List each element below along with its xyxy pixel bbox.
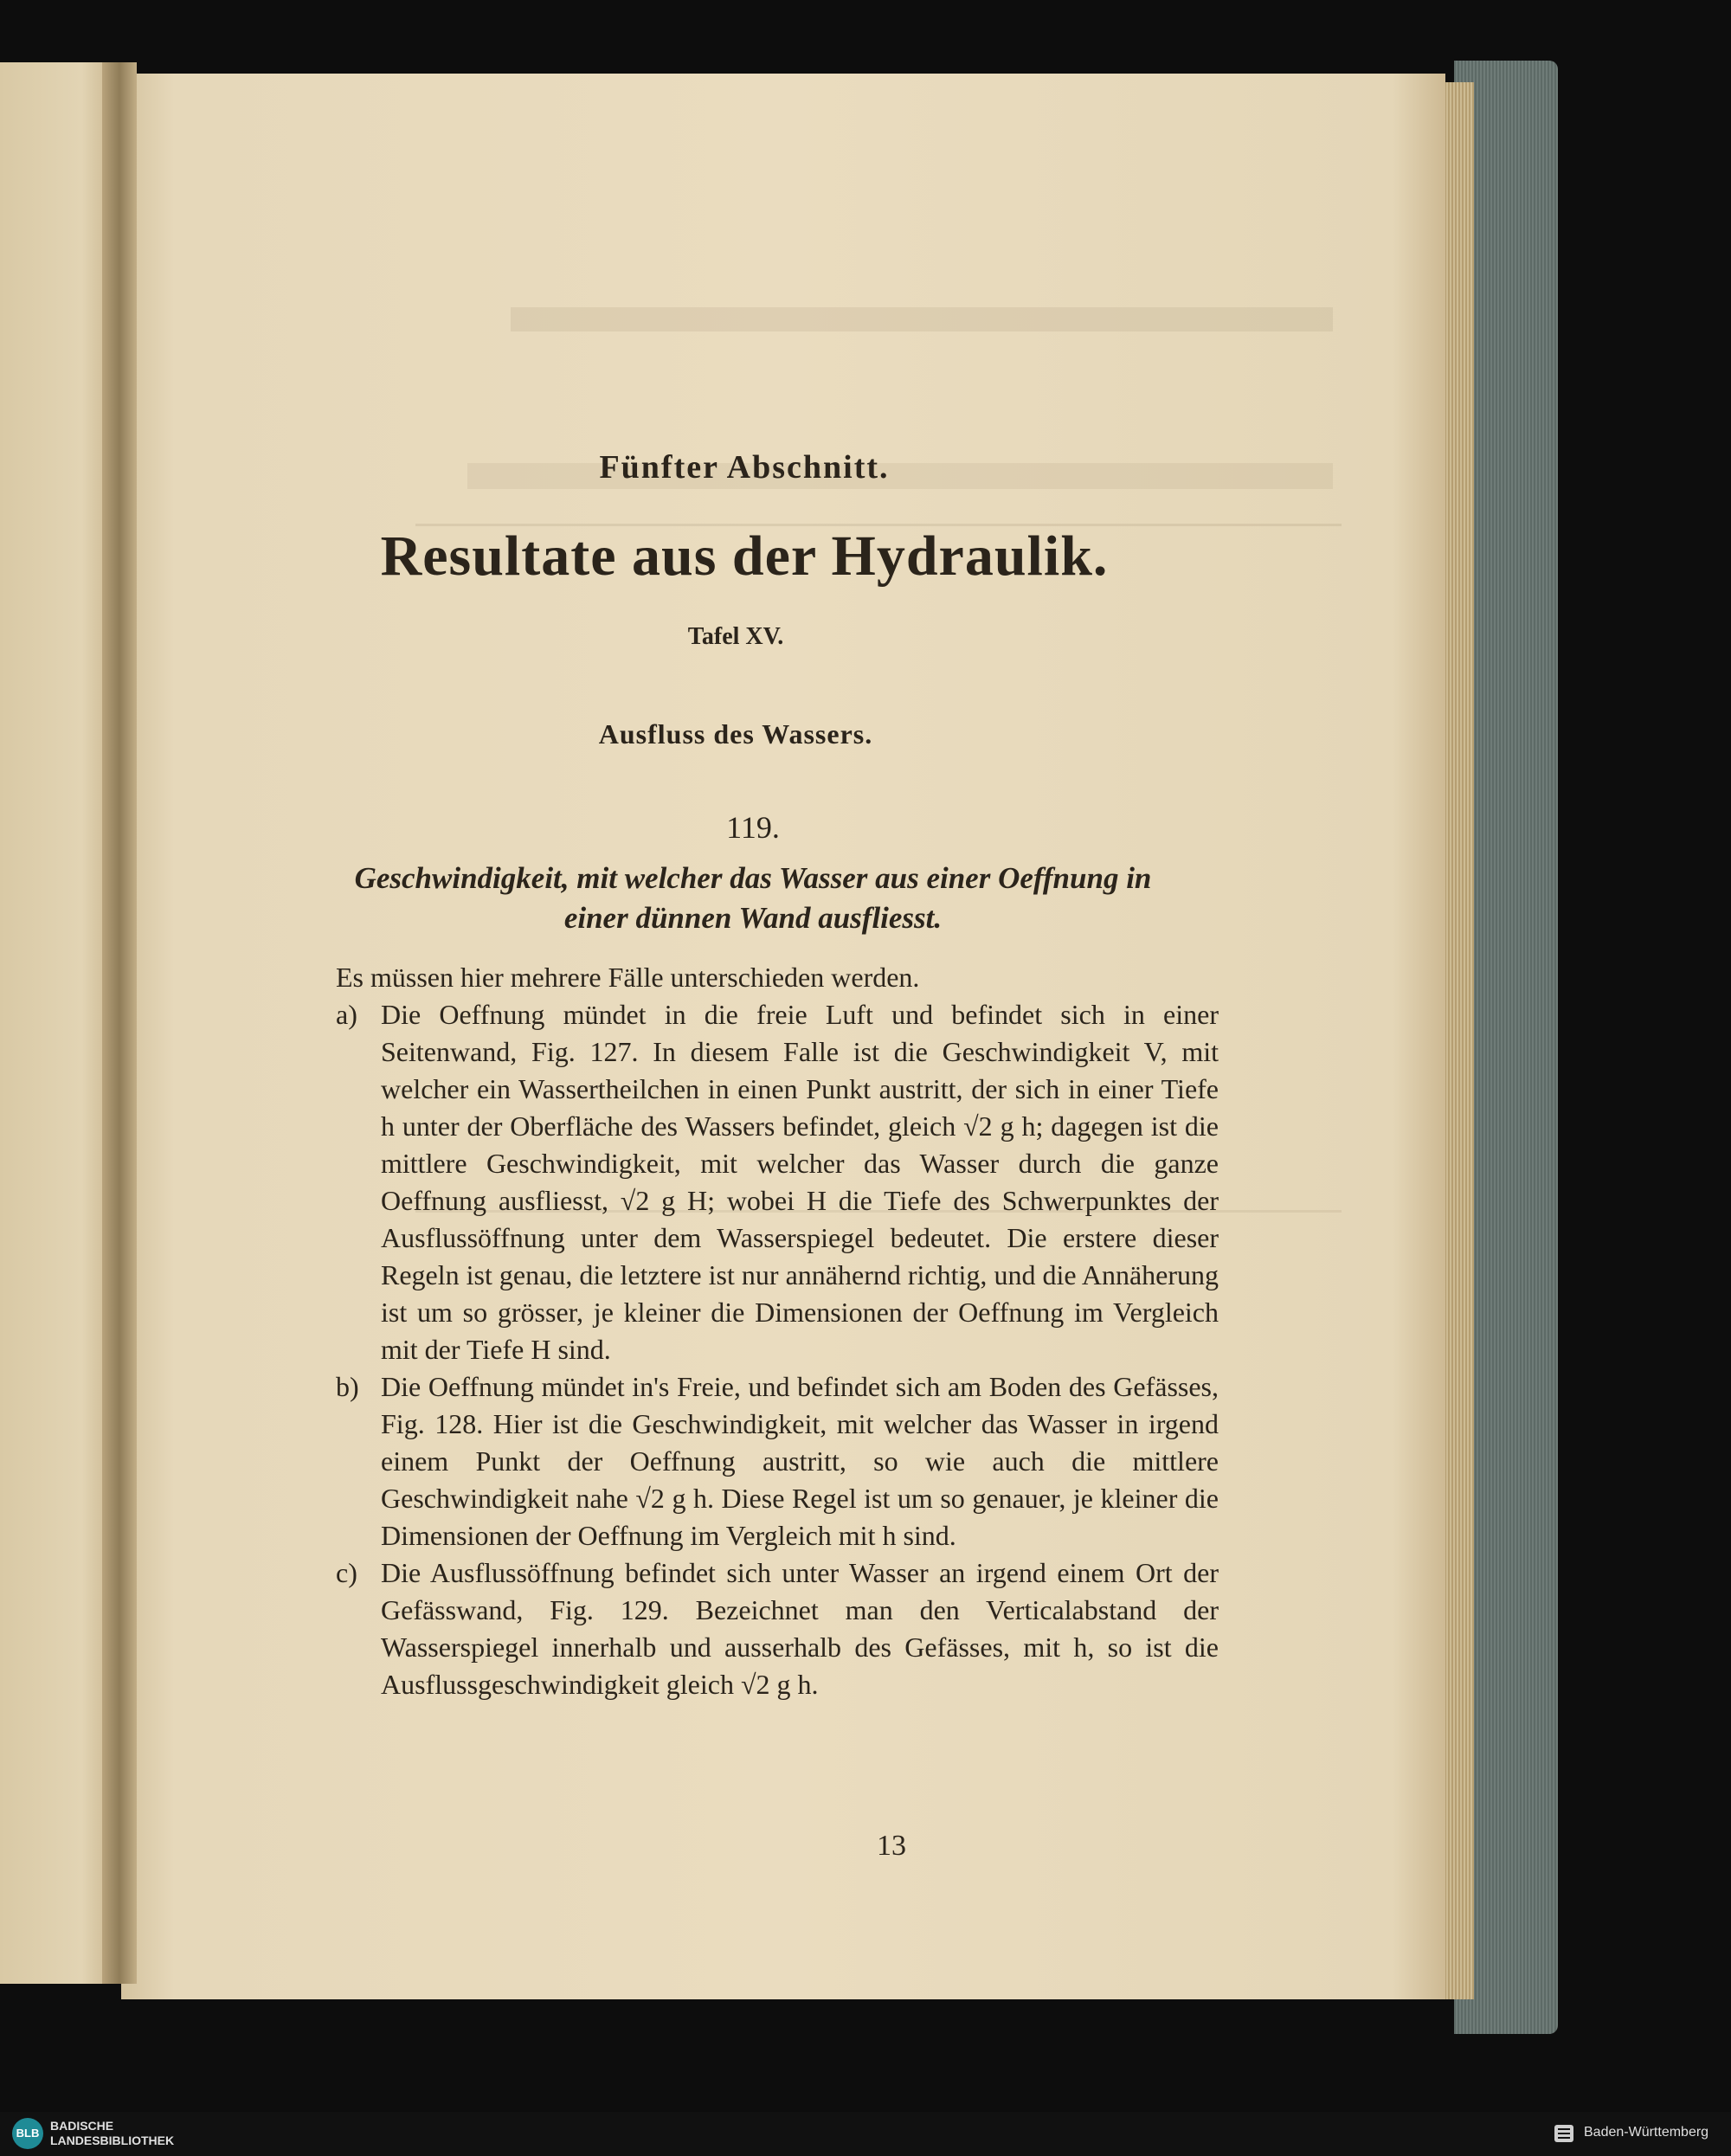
blb-logo-icon: BLB <box>12 2118 43 2149</box>
show-through-line <box>511 307 1333 331</box>
paragraph-number: 119. <box>726 810 780 845</box>
item-label: a) <box>336 999 357 1030</box>
gutter <box>102 62 137 1984</box>
library-name-line: BADISCHE <box>50 2119 114 2133</box>
paragraph-heading <box>286 859 1220 938</box>
state-name: Baden-Württemberg <box>1584 2125 1709 2140</box>
heading-line: Geschwindigkeit, mit welcher das Wasser aus einer Oeffnung in <box>354 861 1152 895</box>
viewer-footer <box>0 2112 1731 2156</box>
list-item <box>336 1368 1219 1554</box>
item-text: Die Ausflussöffnung befindet sich unter Wasser an irgend einem Ort der Gefässwand, Fig. 129. Bezeichnet man den Verticalabstand der Wasserspiegel innerhalb und ausserhalb des Gefässes, mit h, so ist die Ausflussgeschwindigkeit gleich √2 g h. <box>381 1557 1219 1700</box>
item-text: Die Oeffnung mündet in die freie Luft und befindet sich in einer Seitenwand, Fig. 127. In diesem Falle ist die Geschwindigkeit V, mit welcher ein Wassertheilchen in einen Punkt austritt, der sich in einer Tiefe h unter der Oberfläche des Wassers befindet, gleich √2 g h; dagegen ist die mittlere Geschwindigkeit, mit welcher das Wasser durch die ganze Oeffnung ausfliesst, √2 g H; wobei H die Tiefe des Schwerpunktes der Ausflussöffnung unter dem Wasserspiegel bedeutet. Die erstere dieser Regeln ist genau, die letztere ist nur annähernd richtig, und die Annäherung ist um so grösser, je kleiner die Dimensionen der Oeffnung im Vergleich mit der Tiefe H sind. <box>381 999 1219 1365</box>
body-text <box>336 959 1219 1703</box>
section-title: Fünfter Abschnitt. <box>599 449 890 486</box>
list-item <box>336 1554 1219 1703</box>
intro-paragraph: Es müssen hier mehrere Fälle unterschieden werden. <box>336 962 920 993</box>
library-name-line: LANDESBIBLIOTHEK <box>50 2133 175 2147</box>
bw-coat-of-arms-icon <box>1553 2121 1575 2144</box>
item-label: b) <box>336 1371 359 1402</box>
left-page <box>0 62 117 1984</box>
item-text: Die Oeffnung mündet in's Freie, und befindet sich am Boden des Gefässes, Fig. 128. Hier ist die Geschwindigkeit, mit welcher das Wasser in irgend einem Punkt der Oeffnung austritt, so wie auch die mittlere Geschwindigkeit nahe √2 g h. Diese Regel ist um so genauer, je kleiner die Dimensionen der Oeffnung im Vergleich mit h sind. <box>381 1371 1219 1551</box>
chapter-title: Resultate aus der Hydraulik. <box>380 525 1109 588</box>
subsection-title: Ausfluss des Wassers. <box>598 718 873 750</box>
plate-label: Tafel XV. <box>687 623 784 650</box>
item-label: c) <box>336 1557 357 1588</box>
page-number: 13 <box>877 1830 906 1862</box>
list-item <box>336 996 1219 1368</box>
library-name <box>50 2119 174 2148</box>
heading-line: einer dünnen Wand ausfliesst. <box>563 901 943 935</box>
